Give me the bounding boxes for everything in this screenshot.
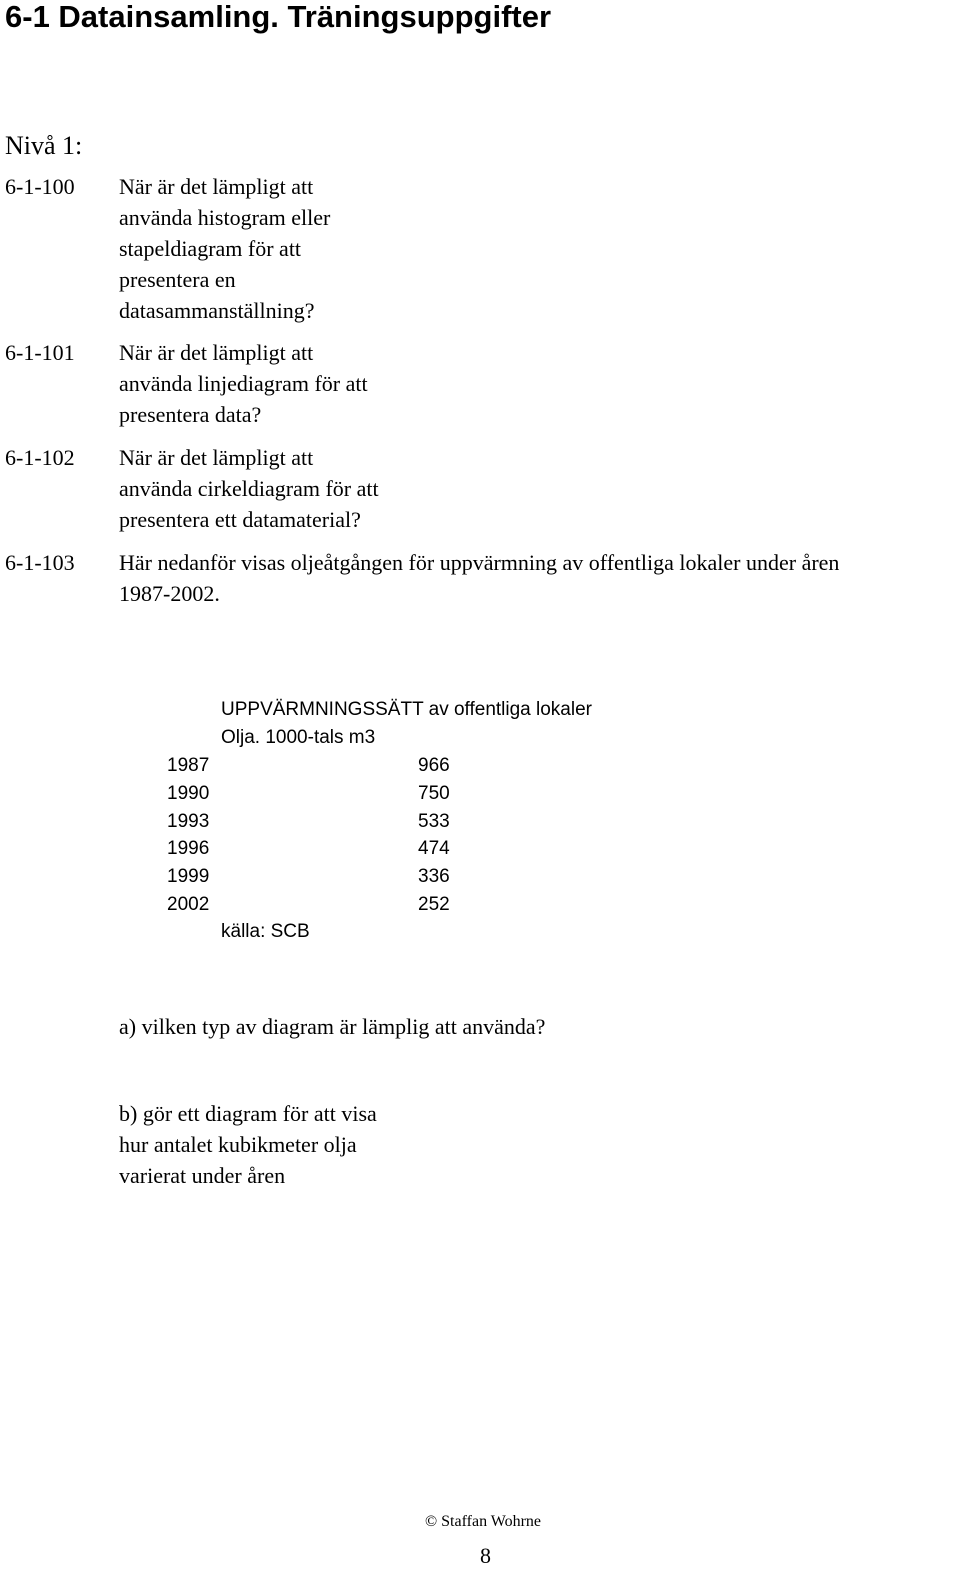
- table-value-cell: 336: [418, 866, 450, 887]
- exercise-line: När är det lämpligt att: [119, 340, 314, 365]
- question-line: a) vilken typ av diagram är lämplig att använda?: [119, 1014, 546, 1039]
- page-heading: 6-1 Datainsamling. Träningsuppgifter: [5, 0, 552, 34]
- exercise-number: 6-1-101: [5, 340, 75, 365]
- table-source: källa: SCB: [221, 921, 310, 942]
- table-subtitle: Olja. 1000-tals m3: [221, 727, 376, 748]
- table-value-cell: 750: [418, 783, 450, 804]
- table-year-cell: 1999: [167, 866, 210, 887]
- exercise-line: använda histogram eller: [119, 205, 331, 230]
- table-year-cell: 2002: [167, 894, 210, 915]
- exercise-text: [119, 171, 330, 326]
- question-line: b) gör ett diagram för att visa: [119, 1101, 377, 1126]
- exercise-text: [119, 442, 379, 535]
- exercise-text: [119, 337, 368, 430]
- level-heading: Nivå 1:: [5, 131, 83, 160]
- table-year-cell: 1996: [167, 838, 210, 859]
- page-number: 8: [480, 1543, 491, 1568]
- table-value-cell: 966: [418, 755, 450, 776]
- exercise-line: 1987-2002.: [119, 581, 220, 606]
- exercise-line: stapeldiagram för att: [119, 236, 302, 261]
- table-year-cell: 1987: [167, 755, 210, 776]
- table-value-cell: 252: [418, 894, 450, 915]
- exercise-number: 6-1-102: [5, 445, 75, 470]
- exercise-line: presentera ett datamaterial?: [119, 507, 361, 532]
- exercise-line: När är det lämpligt att: [119, 174, 314, 199]
- exercise-line: presentera data?: [119, 402, 262, 427]
- exercise-line: använda cirkeldiagram för att: [119, 476, 379, 501]
- table-value-cell: 474: [418, 838, 450, 859]
- exercise-line: datasammanställning?: [119, 298, 315, 323]
- exercise-text: [119, 547, 839, 609]
- table-year-cell: 1993: [167, 811, 210, 832]
- table-value-cell: 533: [418, 811, 450, 832]
- question-b: [119, 1098, 377, 1191]
- exercise-number: 6-1-103: [5, 550, 75, 575]
- question-a: [119, 1011, 545, 1042]
- exercise-line: När är det lämpligt att: [119, 445, 314, 470]
- exercise-line: presentera en: [119, 267, 236, 292]
- exercise-line: använda linjediagram för att: [119, 371, 368, 396]
- copyright-notice: © Staffan Wohrne: [425, 1513, 542, 1530]
- table-year-cell: 1990: [167, 783, 210, 804]
- question-line: varierat under åren: [119, 1163, 286, 1188]
- exercise-number: 6-1-100: [5, 174, 75, 199]
- table-title: UPPVÄRMNINGSSÄTT av offentliga lokaler: [221, 699, 592, 720]
- exercise-line: Här nedanför visas oljeåtgången för uppvärmning av offentliga lokaler under åren: [119, 550, 840, 575]
- question-line: hur antalet kubikmeter olja: [119, 1132, 357, 1157]
